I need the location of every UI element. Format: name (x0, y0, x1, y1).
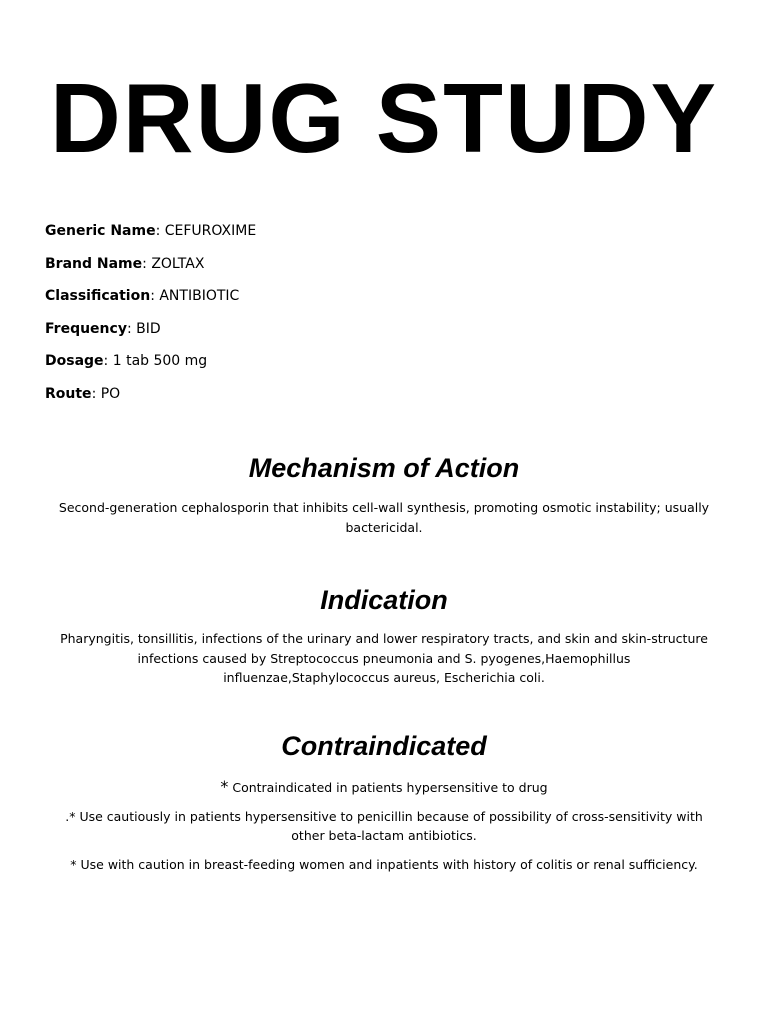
brand-name-label: Brand Name (45, 255, 143, 272)
frequency-label: Frequency (45, 320, 127, 337)
contraindication-item (58, 777, 710, 798)
route-separator: : (91, 385, 101, 402)
generic-name-row (45, 219, 725, 252)
contraindication-item (58, 855, 710, 875)
mechanism-body: Second-generation cephalosporin that inhibits cell-wall synthesis, promoting osmotic instability; usually bactericidal. (58, 500, 710, 535)
dosage-separator: : (103, 353, 113, 369)
brand-name-row (45, 252, 725, 285)
contraindicated-list (58, 777, 710, 883)
indication-heading: Indication (320, 585, 448, 615)
frequency-value: BID (136, 320, 161, 337)
contraindication-text: Use with caution in breast-feeding women and inpatients with history of colitis or renal sufficiency. (76, 856, 698, 872)
classification-value: ANTIBIOTIC (159, 288, 240, 304)
brand-name-value: ZOLTAX (151, 255, 205, 272)
route-value: PO (100, 385, 121, 402)
indication-body: Pharyngitis, tonsillitis, infections of the urinary and lower respiratory tracts, and skin and skin-structure infections caused by Streptococcus pneumonia and S. pyogenes,Haemophillus influenzae,Staphylococcus aureus, Escherichia coli. (60, 631, 708, 685)
contraindication-text: Use cautiously in patients hypersensitive to penicillin because of possibility of cross-sensitivity with other beta-lactam antibiotics. (75, 808, 703, 843)
classification-row (45, 284, 725, 317)
contraindication-item (58, 807, 710, 846)
generic-name-separator: : (155, 223, 165, 239)
brand-name-separator: : (142, 255, 152, 272)
generic-name-label: Generic Name (45, 223, 156, 239)
dosage-row (45, 349, 725, 382)
route-label: Route (45, 385, 92, 402)
drug-info-list (45, 219, 725, 414)
mechanism-heading: Mechanism of Action (248, 453, 520, 483)
route-row (45, 382, 725, 415)
contraindication-text: Contraindicated in patients hypersensitive to drug (228, 780, 548, 795)
generic-name-value: CEFUROXIME (164, 223, 257, 239)
classification-separator: : (150, 288, 160, 304)
bullet-marker: * (70, 856, 77, 872)
contraindicated-heading: Contraindicated (281, 731, 487, 761)
dosage-label: Dosage (45, 353, 104, 369)
frequency-separator: : (126, 320, 137, 337)
bullet-marker: * (220, 777, 229, 796)
bullet-marker: .* (65, 808, 76, 824)
classification-label: Classification (45, 288, 151, 304)
page-title: DRUG STUDY (50, 63, 718, 173)
dosage-value: 1 tab 500 mg (112, 353, 208, 369)
frequency-row (45, 317, 725, 350)
